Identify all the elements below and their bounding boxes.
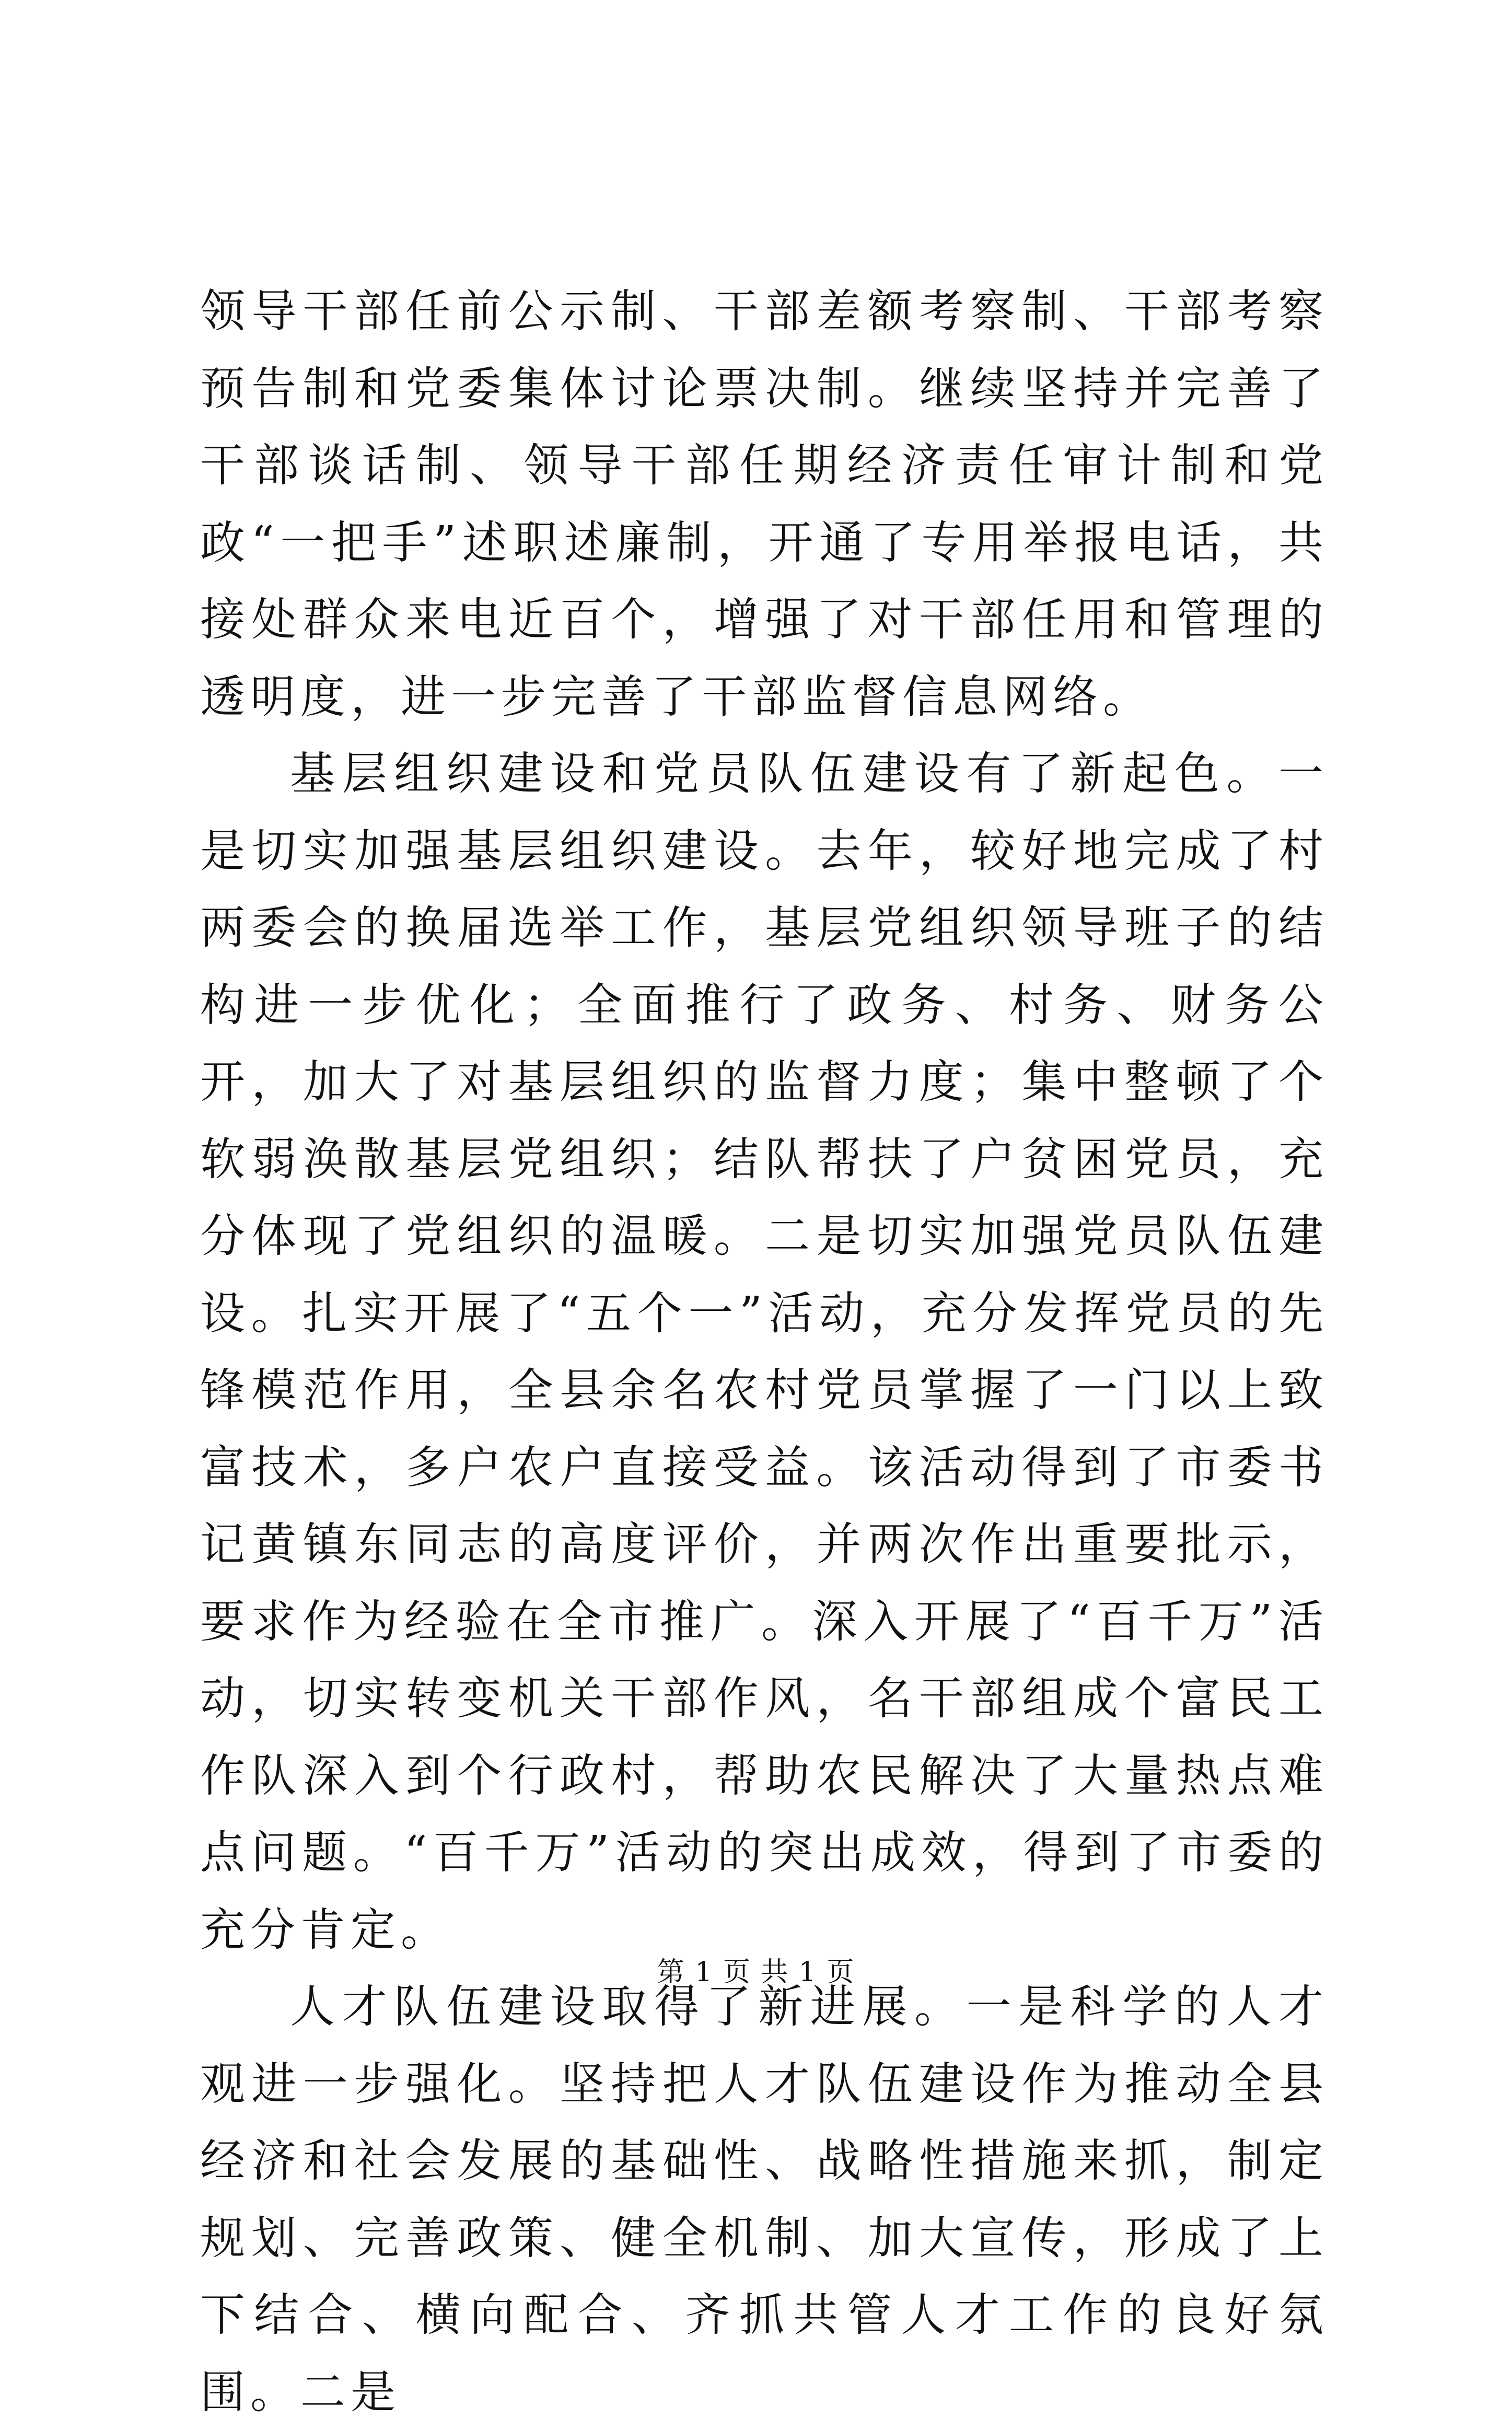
paragraph-1: 领导干部任前公示制、干部差额考察制、干部考察预告制和党委集体讨论票决制。继续坚持并完善了干部谈话制、领导干部任期经济责任审计制和党政“一把手”述职述廉制，开通了专用举报电话，共接处群众来电近百个，增强了对干部任用和管理的透明度，进一步完善了干部监督信息网络。 bbox=[200, 285, 1329, 723]
paragraph-3: 人才队伍建设取得了新进展。一是科学的人才观进一步强化。坚持把人才队伍建设作为推动全县经济和社会发展的基础性、战略性措施来抓，制定规划、完善政策、健全机制、加大宣传，形成了上下结合、横向配合、齐抓共管人才工作的良好氛围。二是 bbox=[200, 1981, 1329, 2418]
page-footer: 第 1 页 共 1 页 bbox=[657, 1957, 855, 1988]
paragraph-2: 基层组织建设和党员队伍建设有了新起色。一是切实加强基层组织建设。去年，较好地完成了村两委会的换届选举工作，基层党组织领导班子的结构进一步优化；全面推行了政务、村务、财务公开，加大了对基层组织的监督力度；集中整顿了个软弱涣散基层党组织；结队帮扶了户贫困党员，充分体现了党组织的温暖。二是切实加强党员队伍建设。扎实开展了“五个一”活动，充分发挥党员的先锋模范作用，全县余名农村党员掌握了一门以上致富技术，多户农户直接受益。该活动得到了市委书记黄镇东同志的高度评价，并两次作出重要批示，要求作为经验在全市推广。深入开展了“百千万”活动，切实转变机关干部作风，名干部组成个富民工作队深入到个行政村，帮助农民解决了大量热点难点问题。“百千万”活动的突出成效，得到了市委的充分肯定。 bbox=[200, 748, 1329, 1956]
document-body bbox=[200, 273, 1329, 2431]
